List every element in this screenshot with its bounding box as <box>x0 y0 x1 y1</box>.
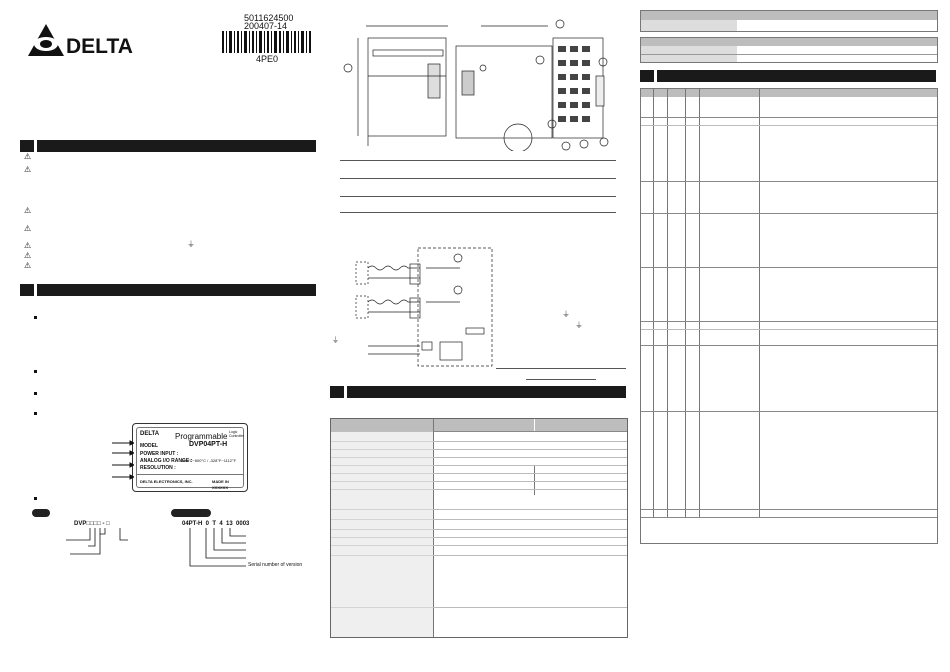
rule <box>340 212 616 213</box>
bullet <box>34 392 37 395</box>
rule <box>340 160 616 161</box>
ground-icon: ⏚ <box>332 337 339 344</box>
section-header-4 <box>640 70 936 82</box>
nameplate-label <box>132 423 248 492</box>
dimension-drawing <box>338 16 628 151</box>
section-header-1 <box>20 140 316 152</box>
label-brand: DELTA <box>140 431 160 437</box>
rule <box>526 379 596 380</box>
barcode-date: 200407-14 <box>244 21 288 31</box>
serial-code-lines <box>186 526 246 572</box>
serial-code-pill <box>171 509 211 517</box>
label-footer-left: DELTA ELECTRONICS, INC. <box>140 479 193 484</box>
label-power-key: POWER INPUT : <box>140 451 179 457</box>
barcode-number: 5011624500 <box>244 13 294 23</box>
warning-triangle-icon: ⚠ <box>24 261 32 270</box>
spec-table <box>330 418 628 638</box>
model-code-lines <box>62 526 142 572</box>
label-arrows <box>112 440 134 490</box>
delta-logo-icon <box>26 22 66 58</box>
barcode-block <box>222 14 312 66</box>
control-register-table <box>640 88 938 544</box>
barcode-bars <box>222 31 312 53</box>
ground-icon: ⏚ <box>562 310 570 319</box>
rule <box>340 196 616 197</box>
bullet <box>34 412 37 415</box>
brand-name: DELTA <box>66 35 133 58</box>
section-header-3 <box>330 386 626 398</box>
bullet <box>34 370 37 373</box>
warning-triangle-icon: ⚠ <box>24 165 32 174</box>
delta-logo <box>26 22 141 58</box>
info-table-1 <box>640 10 938 32</box>
label-model-value: DVP04PT-H <box>189 441 228 448</box>
model-code: DVP□□□□ - □ <box>74 521 110 527</box>
ground-icon: ⏚ <box>575 321 583 330</box>
rule <box>496 368 626 369</box>
wiring-diagram <box>330 246 630 386</box>
warning-triangle-icon: ⚠ <box>24 251 32 260</box>
bullet <box>34 316 37 319</box>
barcode-code: 4PE0 <box>256 54 279 64</box>
label-subtitle: Logic Controller <box>229 430 245 438</box>
label-title: Programmable <box>175 432 228 441</box>
rule <box>340 178 616 179</box>
info-table-2 <box>640 37 938 63</box>
warning-triangle-icon: ⚠ <box>24 224 32 233</box>
label-resolution-key: RESOLUTION : <box>140 465 176 471</box>
serial-caption: Serial number of version <box>248 562 303 568</box>
warning-triangle-icon: ⚠ <box>24 152 32 161</box>
label-footer-right: MADE IN XXXXXX <box>212 479 229 490</box>
model-code-pill <box>32 509 50 517</box>
label-analog-key: ANALOG I/O RANGE : <box>140 458 193 464</box>
label-analog-value: -200°C~600°C / -328°F~1112°F <box>180 458 237 463</box>
warning-triangle-icon: ⚠ <box>24 206 32 215</box>
section-header-2 <box>20 284 316 296</box>
serial-code: 04PT-H 0 T 4 13 0003 <box>182 521 250 527</box>
bullet <box>34 497 37 500</box>
ground-icon: ⏚ <box>187 240 195 249</box>
label-model-key: MODEL <box>140 443 159 449</box>
warning-triangle-icon: ⚠ <box>24 241 32 250</box>
